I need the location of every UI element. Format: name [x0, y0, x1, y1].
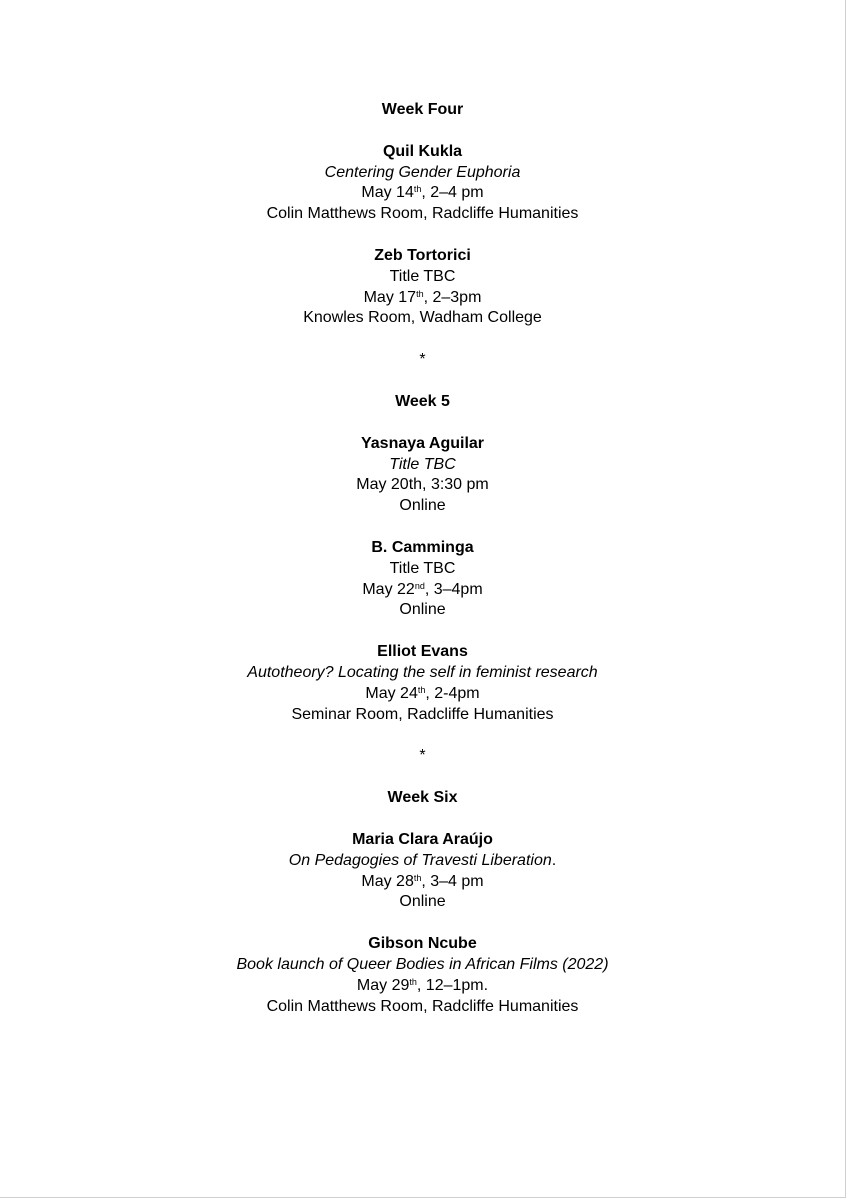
week-heading: Week Six [387, 789, 458, 807]
talk-title: Centering Gender Euphoria [324, 163, 521, 181]
talk-title: Title TBC [389, 267, 456, 285]
event-location: Colin Matthews Room, Radcliffe Humanities [266, 205, 579, 223]
speaker-name: Maria Clara Araújo [352, 830, 493, 848]
event-date: May 14th, 2–4 pm [361, 184, 484, 202]
talk-title: Autotheory? Locating the self in feminist research [247, 663, 598, 681]
section-separator: * [419, 747, 426, 765]
event-location: Online [399, 497, 446, 515]
talk-title: Title TBC [389, 455, 456, 473]
speaker-name: Yasnaya Aguilar [360, 434, 485, 452]
event-location: Seminar Room, Radcliffe Humanities [291, 705, 554, 723]
event-entry [0, 538, 845, 621]
event-date: May 29th, 12–1pm. [356, 976, 489, 994]
event-entry [0, 246, 845, 329]
event-date: May 28th, 3–4 pm [361, 872, 484, 890]
week-heading: Week Four [381, 101, 464, 118]
speaker-name: Zeb Tortorici [374, 246, 471, 264]
speaker-name: Quil Kukla [382, 142, 463, 160]
event-location: Online [399, 893, 446, 911]
speaker-name: B. Camminga [371, 538, 474, 556]
week-heading: Week 5 [395, 392, 450, 410]
speaker-name: Elliot Evans [377, 643, 468, 661]
talk-title: Title TBC [389, 559, 456, 577]
event-location: Online [399, 601, 446, 619]
event-entry [0, 934, 845, 1017]
event-location: Colin Matthews Room, Radcliffe Humanities [266, 997, 579, 1015]
talk-title: Book launch of Queer Bodies in African Films (2022) [236, 955, 609, 973]
talk-title: On Pedagogies of Travesti Liberation. [288, 851, 557, 869]
event-entry [0, 830, 845, 913]
event-date: May 17th, 2–3pm [363, 288, 482, 306]
event-entry [0, 642, 845, 725]
event-date: May 20th, 3:30 pm [356, 476, 489, 494]
event-location: Knowles Room, Wadham College [303, 309, 542, 327]
section-separator: * [419, 351, 426, 369]
event-entry [0, 142, 845, 225]
event-entry [0, 434, 845, 517]
speaker-name: Gibson Ncube [368, 935, 477, 953]
event-date: May 24th, 2-4pm [365, 684, 480, 702]
event-date: May 22nd, 3–4pm [362, 580, 483, 598]
event-schedule [0, 100, 845, 1038]
